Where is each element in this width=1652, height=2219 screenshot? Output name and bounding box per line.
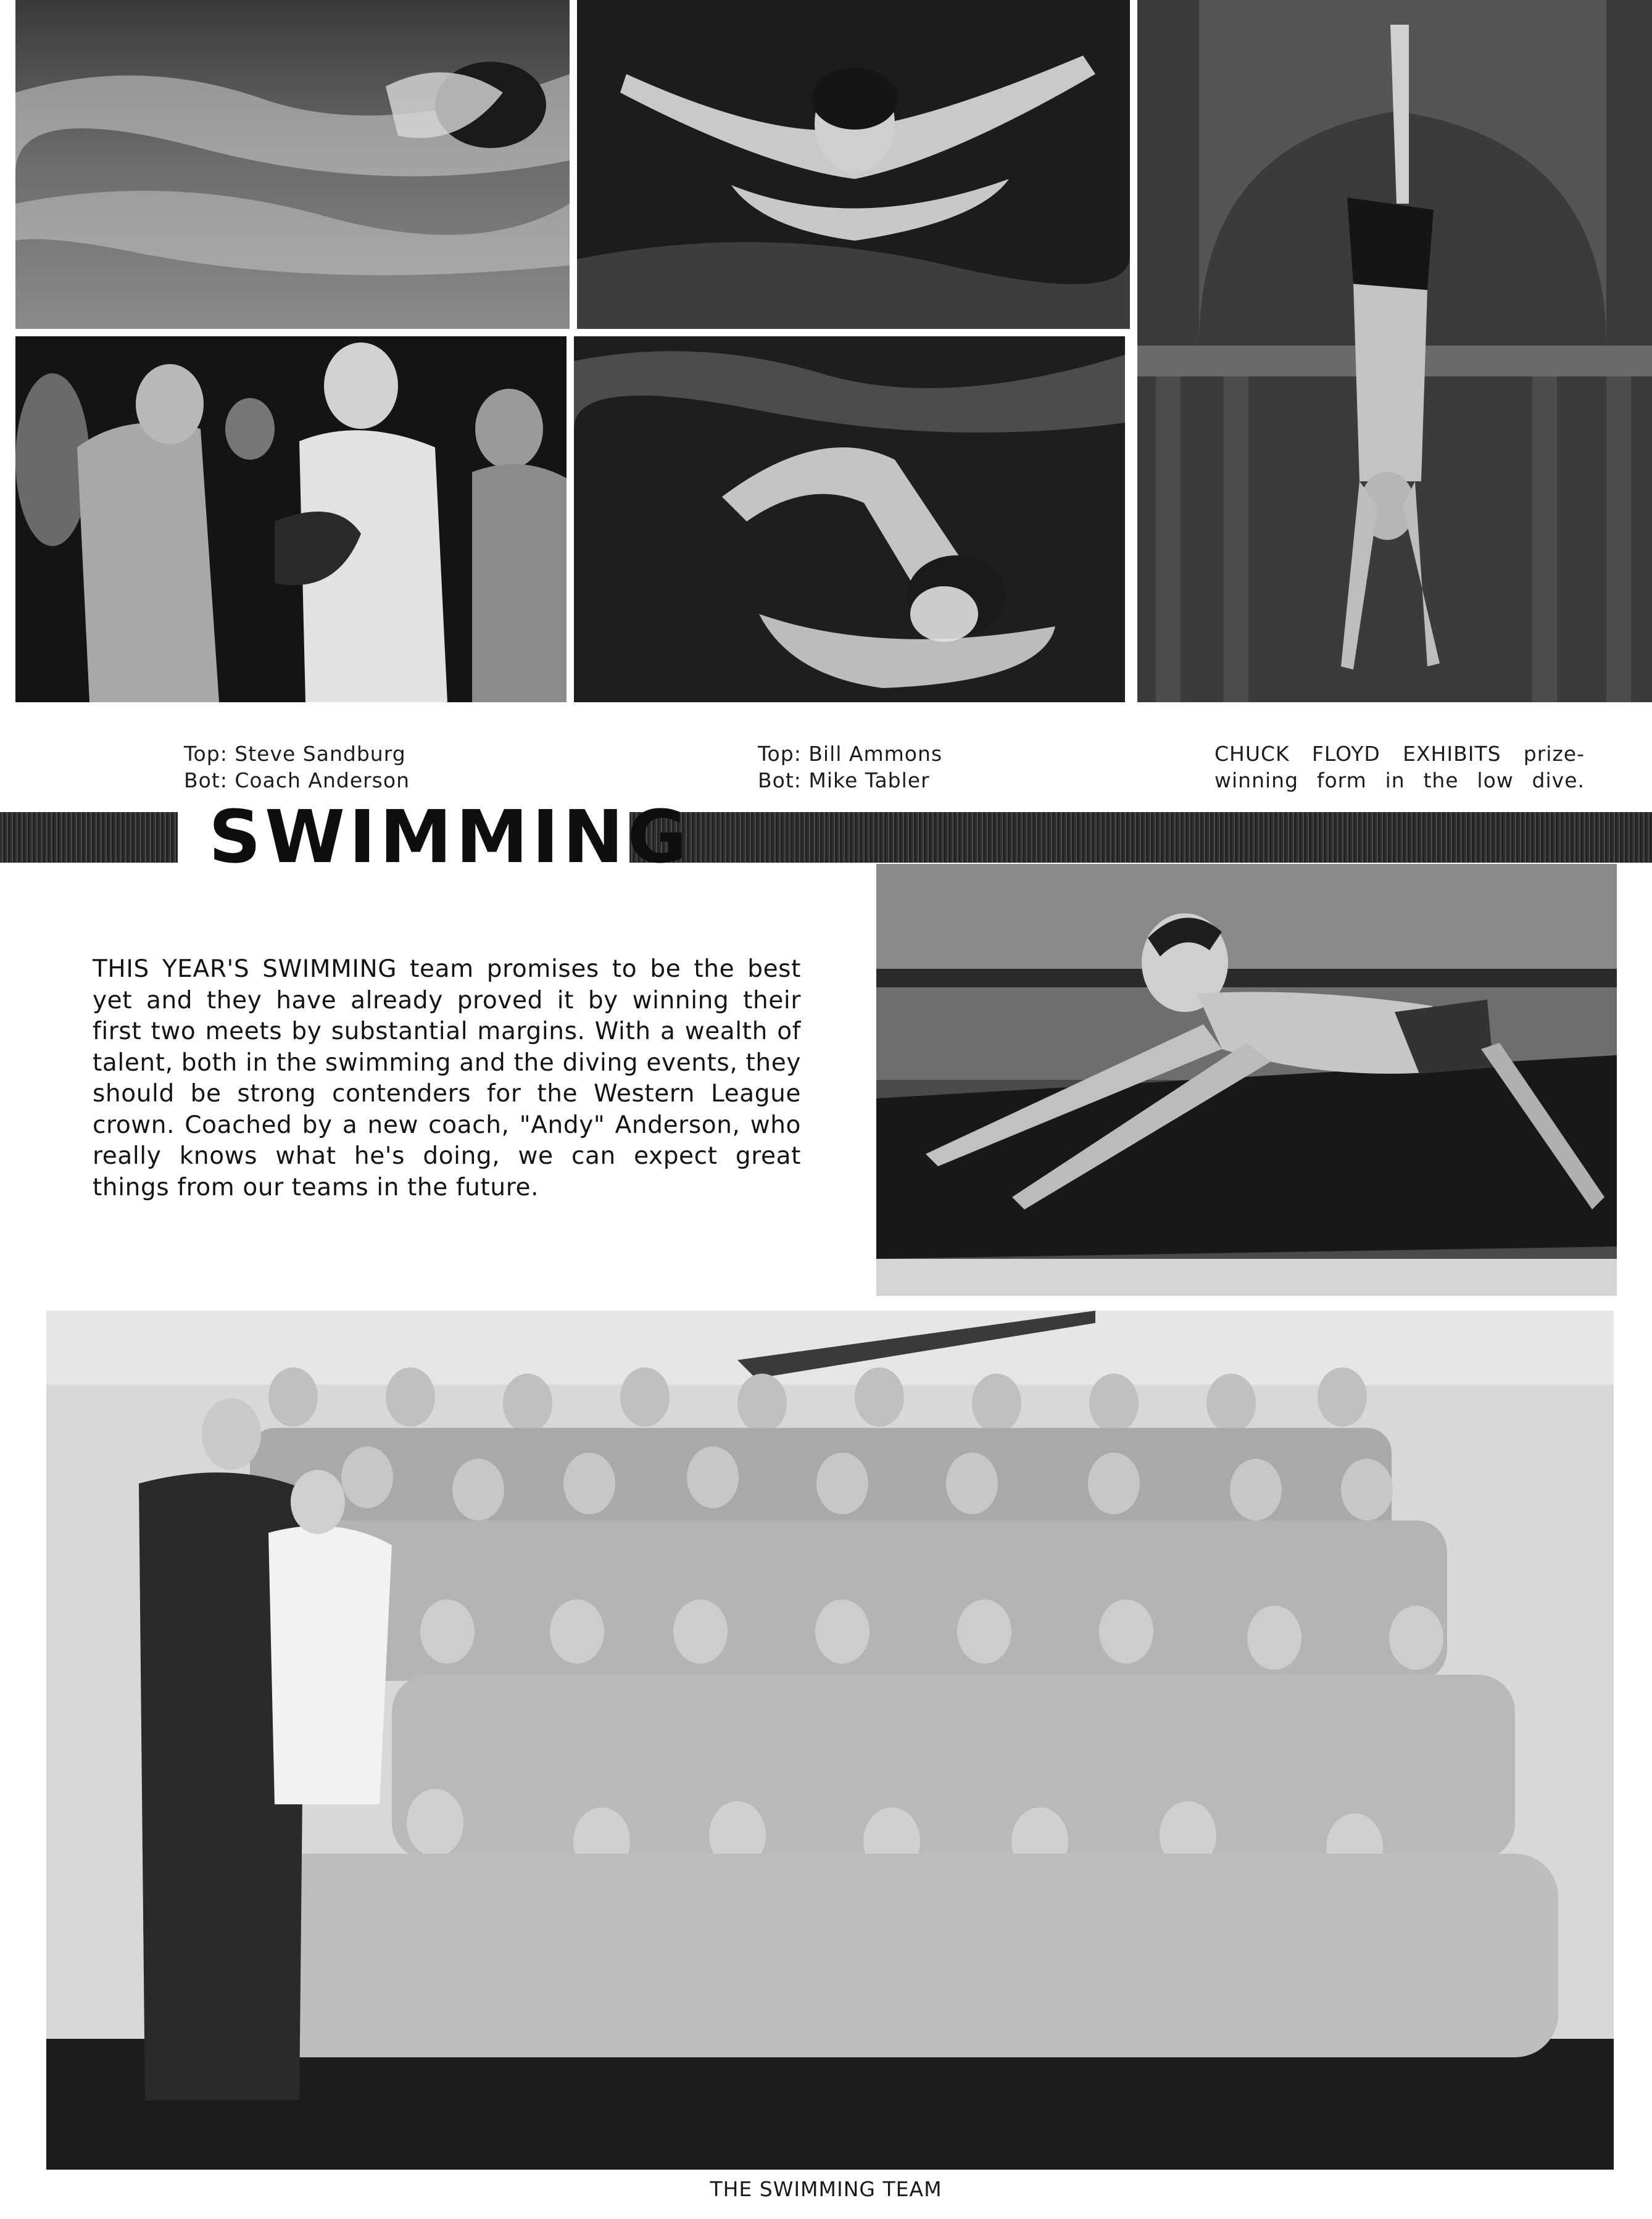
- caption-middle: [758, 740, 942, 794]
- caption-right-line2: winning form in the low dive.: [1214, 768, 1585, 792]
- caption-right-line1: CHUCK FLOYD EXHIBITS prize-: [1214, 742, 1585, 766]
- caption-left-bottom: Bot: Coach Anderson: [184, 768, 410, 792]
- caption-left-top: Top: Steve Sandburg: [184, 742, 406, 766]
- caption-middle-bottom: Bot: Mike Tabler: [758, 768, 930, 792]
- photo-swimmer-ammons: [577, 0, 1130, 329]
- caption-right: [1214, 740, 1585, 794]
- photo-low-dive: [876, 864, 1617, 1296]
- title-bar-right: [629, 812, 1652, 863]
- caption-middle-top: Top: Bill Ammons: [758, 742, 943, 766]
- photo-swimmer-tabler: [574, 336, 1125, 702]
- photo-diver-floyd: [1137, 0, 1652, 702]
- team-photo-caption: THE SWIMMING TEAM: [710, 2177, 942, 2201]
- article-paragraph: THIS YEAR'S SWIMMING team promises to be the best yet and they have already proved it by winning their first two meets by substantial margins. With a wealth of talent, both in the swimming and the diving events, they should be strong contenders for the Western League crown. Coached by a new coach, "Andy" Anderson, who really knows what he's doing, we can expect great things from our teams in the future.: [93, 955, 801, 1201]
- photo-swimmer-sandburg: [15, 0, 570, 329]
- title-bar-left: [0, 812, 178, 863]
- photo-coach-anderson: [15, 336, 567, 702]
- page-title: SWIMMING: [209, 794, 691, 879]
- caption-left: [184, 740, 410, 794]
- photo-swimming-team: [46, 1311, 1614, 2170]
